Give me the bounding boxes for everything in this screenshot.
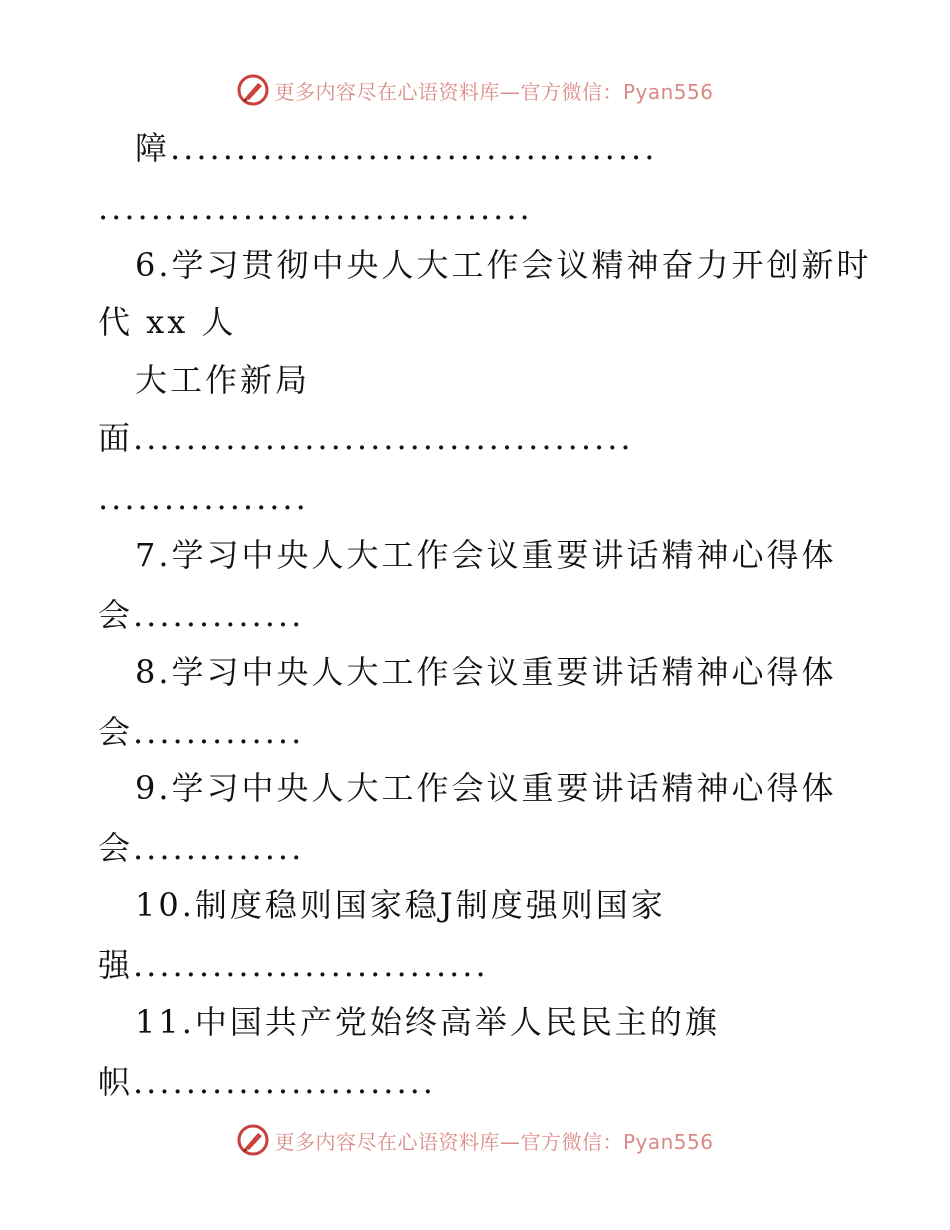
- toc-line: 会.............: [98, 713, 305, 751]
- toc-line: 帜.......................: [98, 1063, 436, 1101]
- toc-line: 会.............: [98, 596, 305, 634]
- watermark-text: 更多内容尽在心语资料库—官方微信：Pyan556: [274, 1129, 714, 1154]
- toc-entry-6: 6.学习贯彻中央人大工作会议精神奋力开创新时: [135, 246, 872, 284]
- toc-line: .................................: [98, 189, 533, 227]
- toc-entry-8: 8.学习中央人大工作会议重要讲话精神心得体: [135, 653, 837, 691]
- toc-entry-10: 10.制度稳则国家稳J制度强则国家: [135, 886, 666, 924]
- toc-line: 障.....................................: [135, 129, 658, 167]
- watermark-text: 更多内容尽在心语资料库—官方微信：Pyan556: [274, 79, 714, 104]
- toc-entry-7: 7.学习中央人大工作会议重要讲话精神心得体: [135, 536, 837, 574]
- toc-line: ................: [98, 479, 309, 517]
- toc-line: 会.............: [98, 829, 305, 867]
- watermark-banner-bottom: [0, 1120, 950, 1160]
- toc-entry-9: 9.学习中央人大工作会议重要讲话精神心得体: [135, 769, 837, 807]
- toc-entry-11: 11.中国共产党始终高举人民民主的旗: [135, 1003, 720, 1041]
- logo-pen-icon: [236, 1123, 270, 1157]
- toc-line: 强...........................: [98, 946, 489, 984]
- toc-line: 面......................................: [98, 419, 634, 457]
- toc-line: 代 xx 人: [98, 303, 237, 341]
- toc-line: 大工作新局: [135, 361, 311, 399]
